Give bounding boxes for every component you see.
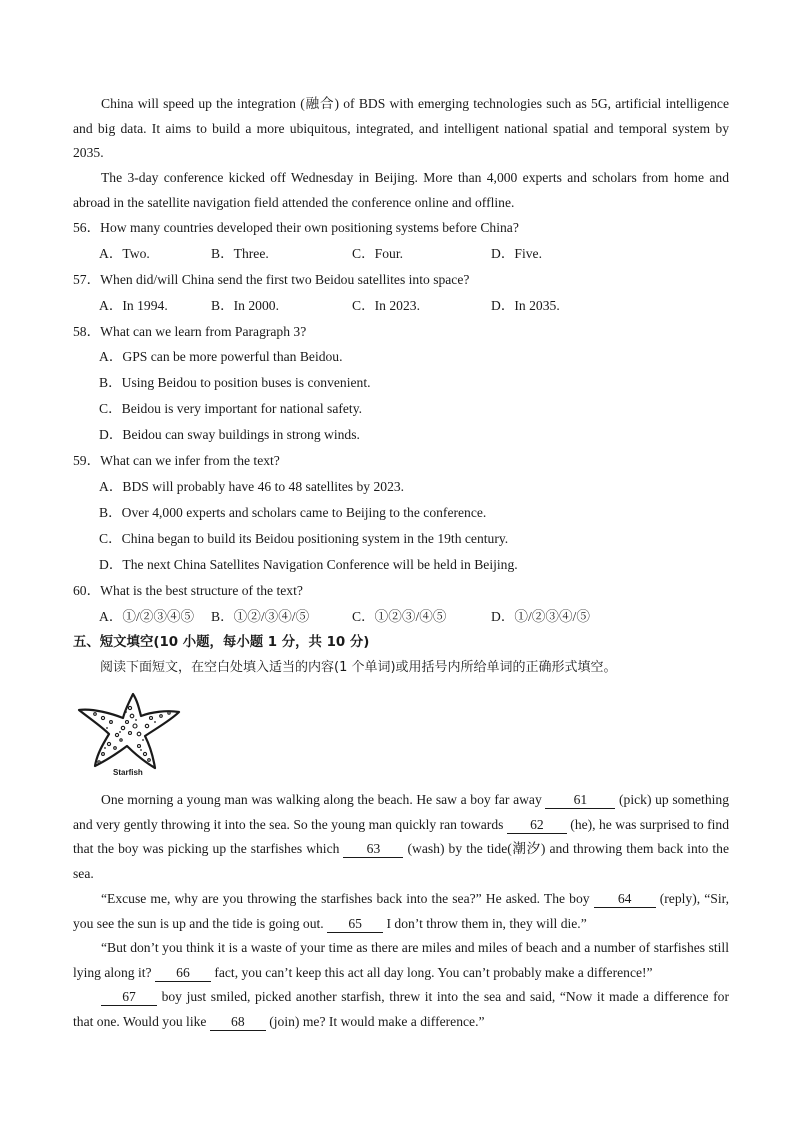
cloze-text: “But don’t you think it is a waste of your time as there are miles and miles of beach and a number of starfishes still lying along it? (73, 940, 729, 980)
question-60-options (99, 607, 739, 627)
option-d: D．The next China Satellites Navigation Conference will be held in Beijing. (99, 557, 518, 572)
blank-68[interactable]: 68 (210, 1014, 266, 1031)
image-caption: Starfish (113, 768, 143, 777)
question-59-stem: 59．What can we infer from the text? (73, 453, 280, 468)
option-b: B．Over 4,000 experts and scholars came to Beijing to the conference. (99, 505, 487, 520)
option-b: B．Three. (211, 246, 269, 261)
option-a: A．In 1994. (99, 298, 168, 313)
cloze-paragraph-2 (73, 887, 729, 936)
cloze-text: (pick) up something and very gently throwing it into the sea. So the young man quickly ran towards (73, 792, 729, 832)
cloze-paragraph-4 (73, 985, 729, 1034)
question-56-options (99, 244, 739, 264)
cloze-text: (reply), “Sir, you see the sun is up and the tide is going out. (73, 891, 729, 931)
cloze-text: “Excuse me, why are you throwing the starfishes back into the sea?” He asked. The boy (101, 891, 594, 906)
cloze-text: (join) me? It would make a difference.” (265, 1013, 485, 1029)
cloze-paragraph-1 (73, 788, 729, 886)
option-c: C．In 2023. (352, 298, 420, 313)
question-56-stem: 56．How many countries developed their own positioning systems before China? (73, 220, 519, 235)
cloze-text: One morning a young man was walking along the beach. He saw a boy far away (101, 792, 546, 807)
cloze-text: (wash) by the tide(潮汐) and throwing them back into the sea. (73, 841, 729, 881)
blank-62[interactable]: 62 (507, 817, 567, 834)
option-c: C．①②③/④⑤ (352, 609, 447, 624)
option-d: D．Beidou can sway buildings in strong winds. (99, 427, 360, 442)
option-a: A．Two. (99, 246, 150, 261)
option-a: A．GPS can be more powerful than Beidou. (99, 349, 343, 364)
cloze-text: I don’t throw them in, they will die.” (383, 915, 587, 931)
cloze-paragraph-3 (73, 936, 729, 985)
option-b: B．Using Beidou to position buses is convenient. (99, 375, 371, 390)
option-a: A．①/②③④⑤ (99, 609, 195, 624)
section-heading: 五、短文填空(10 小题，每小题 1 分，共 10 分) (73, 635, 370, 650)
intro-paragraph-2: The 3-day conference kicked off Wednesday in Beijing. More than 4,000 experts and scholars from home and abroad in the satellite navigation field attended the conference online and offline. (73, 170, 729, 210)
blank-67[interactable]: 67 (101, 989, 157, 1006)
section-instruction: 阅读下面短文，在空白处填入适当的内容(1 个单词)或用括号内所给单词的正确形式填空。 (100, 660, 617, 675)
option-d: D．①/②③④/⑤ (491, 609, 590, 624)
option-c: C．China began to build its Beidou positioning system in the 19th century. (99, 531, 509, 546)
option-c: C．Beidou is very important for national safety. (99, 401, 363, 416)
blank-63[interactable]: 63 (343, 841, 403, 858)
starfish-icon (75, 688, 183, 780)
starfish-illustration (75, 688, 183, 780)
option-a: A．BDS will probably have 46 to 48 satellites by 2023. (99, 479, 405, 494)
cloze-text: boy just smiled, picked another starfish, threw it into the sea and said, “Now it made a difference for that one. Would you like (73, 989, 729, 1029)
option-b: B．①②/③④/⑤ (211, 609, 310, 624)
option-c: C．Four. (352, 246, 403, 261)
question-58-stem: 58．What can we learn from Paragraph 3? (73, 324, 307, 339)
blank-64[interactable]: 64 (594, 891, 656, 908)
question-57-options (99, 296, 739, 316)
option-d: D．Five. (491, 246, 542, 261)
question-60-stem: 60．What is the best structure of the text? (73, 583, 303, 598)
blank-65[interactable]: 65 (327, 916, 383, 933)
option-b: B．In 2000. (211, 298, 279, 313)
blank-66[interactable]: 66 (155, 965, 211, 982)
intro-paragraph-1: China will speed up the integration (融合) of BDS with emerging technologies such as 5G, artificial intelligence and big data. It aims to build a more ubiquitous, integrated, and intelligent national spatial and temporal system by 2035. (73, 96, 729, 161)
cloze-text: (he), he was surprised to find that the boy was picking up the starfishes which (73, 816, 729, 857)
blank-61[interactable]: 61 (545, 792, 615, 809)
cloze-text: fact, you can’t keep this act all day long. You can’t probably make a difference!” (210, 964, 653, 980)
question-57-stem: 57．When did/will China send the first two Beidou satellites into space? (73, 272, 470, 287)
option-d: D．In 2035. (491, 298, 560, 313)
